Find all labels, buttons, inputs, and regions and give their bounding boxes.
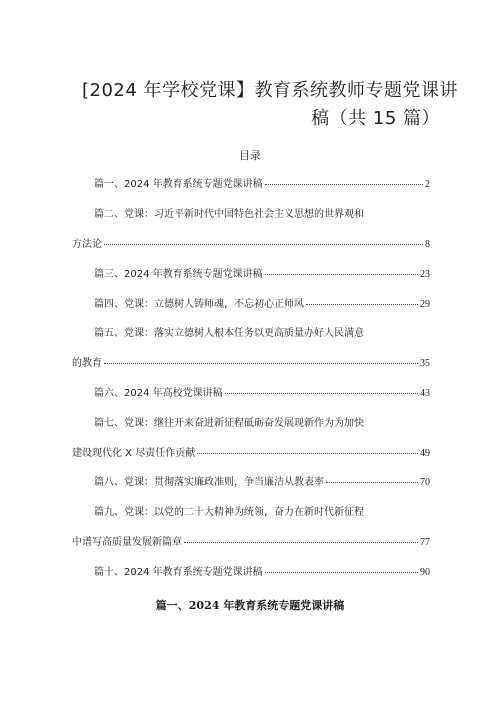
- toc-page-number: 49: [420, 448, 430, 459]
- toc-heading: 目录: [239, 149, 261, 162]
- toc-leader-dots: [104, 244, 423, 245]
- toc-entry-7-line-1[interactable]: 篇七、党课：继往开来奋进新征程砥砺奋发展现新作为为加快: [94, 418, 364, 429]
- toc-entry-7[interactable]: [72, 447, 430, 461]
- toc-page-number: 29: [420, 299, 430, 310]
- toc-page-number: 77: [420, 537, 430, 548]
- toc-page-number: 90: [420, 567, 430, 578]
- toc-entry-title: 篇八、党课：贯彻落实廉政准则，争当廉洁从教表率: [94, 477, 324, 488]
- toc-leader-dots: [265, 274, 418, 275]
- toc-entry-title: 篇四、党课：立德树人铸师魂，不忘初心正师风: [94, 299, 304, 310]
- toc-entry-title: 篇一、2024 年教育系统专题党课讲稿: [94, 179, 263, 190]
- toc-entry-5[interactable]: [72, 357, 430, 371]
- toc-page-number: 35: [420, 358, 430, 369]
- toc-leader-dots: [184, 542, 418, 543]
- toc-leader-dots: [225, 393, 418, 394]
- toc-page-number: 8: [425, 239, 430, 250]
- title-line-1: [2024 年学校党课】教育系统教师专题党课讲: [82, 80, 459, 101]
- toc-entry-9[interactable]: [72, 536, 430, 550]
- toc-entry-10[interactable]: [94, 566, 430, 580]
- toc-entry-title: 的教育: [72, 358, 102, 369]
- toc-leader-dots: [326, 482, 418, 483]
- toc-leader-dots: [104, 363, 418, 364]
- toc-entry-2-line-1[interactable]: 篇二、党课：习近平新时代中国特色社会主义思想的世界观和: [94, 209, 364, 220]
- toc-entry-2[interactable]: [72, 238, 430, 252]
- toc-entry-title: 篇三、2024 年教育系统专题党课讲稿: [94, 269, 263, 280]
- toc-entry-3[interactable]: [94, 268, 430, 282]
- section-heading: 篇一、2024 年教育系统专题党课讲稿: [155, 599, 345, 612]
- toc-entry-title: 篇六、2024 年高校党课讲稿: [94, 388, 223, 399]
- toc-entry-1[interactable]: [94, 178, 430, 192]
- toc-entry-title: 建设现代化 X 尽责任作贡献: [72, 448, 196, 459]
- toc-leader-dots: [265, 572, 418, 573]
- toc-page-number: 23: [420, 269, 430, 280]
- toc-leader-dots: [265, 184, 423, 185]
- toc-leader-dots: [306, 304, 418, 305]
- toc-entry-6[interactable]: [94, 387, 430, 401]
- toc-page-number: 43: [420, 388, 430, 399]
- toc-entry-5-line-1[interactable]: 篇五、党课：落实立德树人根本任务以更高质量办好人民满意: [94, 328, 364, 339]
- title-line-2: 稿（共 15 篇）: [311, 108, 440, 129]
- toc-entry-title: 篇十、2024 年教育系统专题党课讲稿: [94, 567, 263, 578]
- toc-page-number: 70: [420, 477, 430, 488]
- toc-entry-8[interactable]: [94, 476, 430, 490]
- toc-entry-4[interactable]: [94, 298, 430, 312]
- toc-entry-title: 中谱写高质量发展新篇章: [72, 537, 182, 548]
- toc-page-number: 2: [425, 179, 430, 190]
- toc-leader-dots: [197, 453, 418, 454]
- toc-entry-title: 方法论: [72, 239, 102, 250]
- toc-entry-9-line-1[interactable]: 篇九、党课：以党的二十大精神为统领，奋力在新时代新征程: [94, 507, 364, 518]
